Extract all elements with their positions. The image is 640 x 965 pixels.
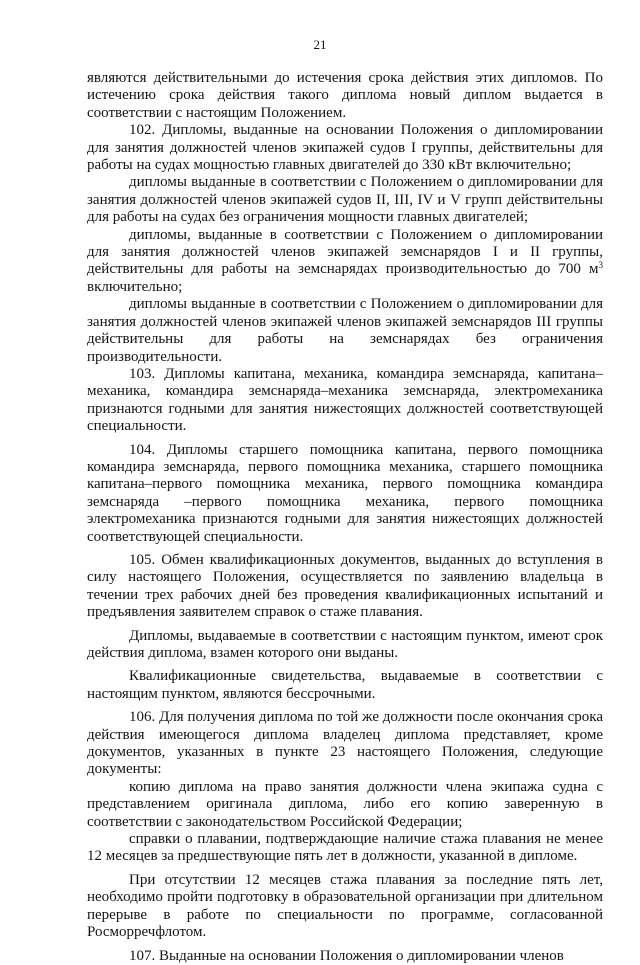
paragraph-105-certificates: Квалификационные свидетельства, выдаваемые в соответствии с настоящим пунктом, являются бессрочными. xyxy=(87,668,603,702)
paragraph-continuation: являются действительными до истечения срока действия этих дипломов. По истечению срока действия такого диплома новый диплом выдается в соответствии с настоящим Положением. xyxy=(87,70,603,121)
paragraph-103: 103. Дипломы капитана, механика, командира земснаряда, капитана–механика, командира земснаряда–механика земснаряда, электромеханика признаются годными для занятия нижестоящих должностей соответствующей специальности. xyxy=(87,365,603,435)
page-number: 21 xyxy=(313,37,327,52)
paragraph-102-dredgers-3: дипломы выданные в соответствии с Положением о дипломировании для занятия должностей членов экипажей членов экипажей земснарядов III группы действительны для работы на земснарядах без ограничения производительности. xyxy=(87,296,603,365)
paragraph-105-diplomas: Дипломы, выдаваемые в соответствии с настоящим пунктом, имеют срок действия диплома, взамен которого они выданы. xyxy=(87,627,603,661)
paragraph-106-copy: копию диплома на право занятия должности члена экипажа судна с представлением оригинала диплома, либо его копию заверенную в соответствии с законодательством Российской Федерации; xyxy=(87,778,603,830)
paragraph-105: 105. Обмен квалификационных документов, выданных до вступления в силу настоящего Положения, осуществляется по заявлению владельца в течении трех рабочих дней без проведения квалификационных испытаний и предъявления заявителем справок о стаже плавания. xyxy=(87,551,603,621)
paragraph-text: дипломы, выданные в соответствии с Положением о дипломировании для занятия должностей членов экипажей земснарядов I и II группы, действительны для работы на земснарядах производительностью до 700 м xyxy=(87,226,603,278)
paragraph-106-absence: При отсутствии 12 месяцев стажа плавания за последние пять лет, необходимо пройти подготовку в образовательной организации при длительном перерыве в работе по специальности по программе, согласованной Росморречфлотом. xyxy=(87,871,603,941)
paragraph-102-dredgers-1-2 xyxy=(87,227,603,297)
paragraph-104: 104. Дипломы старшего помощника капитана, первого помощника командира земснаряда, первого помощника механика, старшего помощника капитана–первого помощника механика, первого помощника командира земснаряда –первого помощника механика, первого помощника электромеханика признаются годными для занятия нижестоящих должностей соответствующей специальности. xyxy=(87,441,603,545)
document-body xyxy=(87,70,603,965)
paragraph-tail: включительно; xyxy=(87,278,183,295)
superscript-3: 3 xyxy=(598,260,603,271)
paragraph-106: 106. Для получения диплома по той же должности после окончания срока действия имеющегося диплома владелец диплома представляет, кроме документов, указанных в пункте 23 настоящего Положения, следующие документы: xyxy=(87,709,603,778)
paragraph-102-groups-2-5: дипломы выданные в соответствии с Положением о дипломировании для занятия должностей членов экипажей судов II, III, IV и V групп действительны для работы на судах без ограничения мощности главных двигателей; xyxy=(87,174,603,226)
paragraph-106-certificates: справки о плавании, подтверждающие наличие стажа плавания не менее 12 месяцев за предшествующие пять лет в должности, указанной в дипломе. xyxy=(87,831,603,865)
paragraph-102: 102. Дипломы, выданные на основании Положения о дипломировании для занятия должностей членов экипажей судов I группы, действительны для работы на судах мощностью главных двигателей до 330 кВт включительно; xyxy=(87,122,603,174)
paragraph-107: 107. Выданные на основании Положения о дипломировании членов xyxy=(129,947,564,964)
